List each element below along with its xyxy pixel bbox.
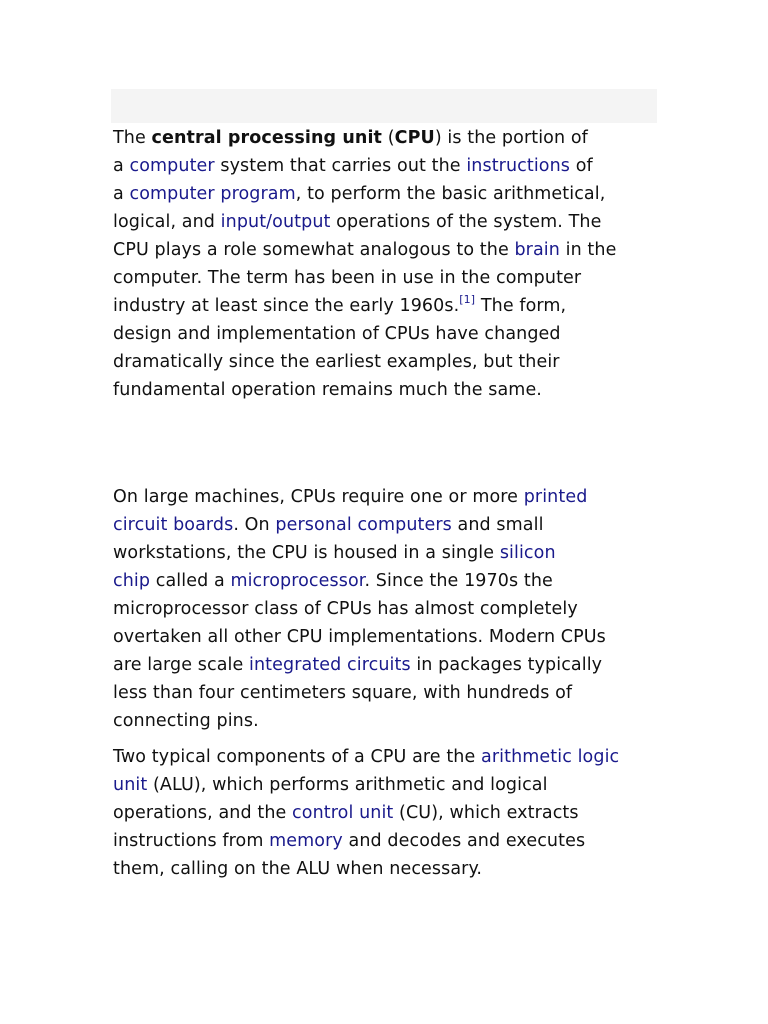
article-body — [113, 124, 653, 883]
link-circuit-boards[interactable]: circuit boards — [113, 515, 234, 535]
text-run: . On — [233, 515, 276, 535]
text-run: ) is the portion of — [434, 128, 588, 148]
paragraph-components — [113, 743, 653, 883]
link-input-output[interactable]: input/output — [220, 212, 331, 232]
text-run: (ALU), which performs arithmetic and logical — [147, 775, 548, 795]
text-run: them, calling on the ALU when necessary. — [113, 859, 483, 879]
text-run: less than four centimeters square, with hundreds of — [113, 683, 573, 703]
text-run: microprocessor class of CPUs has almost completely — [113, 599, 578, 619]
text-run: system that carries out the — [214, 156, 467, 176]
text-run: ( — [382, 128, 395, 148]
text-run: , to perform the basic arithmetical, — [295, 184, 606, 204]
text-run: Two typical components of a CPU are the — [113, 747, 482, 767]
text-run: . Since the 1970s the — [364, 571, 553, 591]
paragraph-machines — [113, 483, 653, 735]
link-memory[interactable]: memory — [269, 831, 343, 851]
text-run: design and implementation of CPUs have changed — [113, 324, 561, 344]
link-brain[interactable]: brain — [514, 240, 560, 260]
text-run: workstations, the CPU is housed in a single — [113, 543, 500, 563]
text-run: instructions from — [113, 831, 270, 851]
reference-link[interactable]: [1] — [459, 293, 476, 306]
header-bar — [111, 89, 657, 123]
link-silicon[interactable]: silicon — [499, 543, 556, 563]
bold-term: central processing unit — [151, 128, 383, 148]
link-computer-program[interactable]: computer program — [129, 184, 296, 204]
text-run: called a — [150, 571, 231, 591]
link-integrated-circuits[interactable]: integrated circuits — [249, 655, 411, 675]
text-run: are large scale — [113, 655, 250, 675]
text-run: (CU), which extracts — [393, 803, 579, 823]
text-run: overtaken all other CPU implementations. Modern CPUs — [113, 627, 606, 647]
link-control-unit[interactable]: control unit — [292, 803, 394, 823]
bold-term: CPU — [394, 128, 435, 148]
link-instructions[interactable]: instructions — [466, 156, 571, 176]
text-run: operations, and the — [113, 803, 293, 823]
text-run: computer. The term has been in use in the computer — [113, 268, 582, 288]
text-run: a — [113, 156, 130, 176]
text-run: The — [113, 128, 152, 148]
text-run: connecting pins. — [113, 711, 259, 731]
text-run: On large machines, CPUs require one or more — [113, 487, 524, 507]
link-printed[interactable]: printed — [523, 487, 588, 507]
text-run: a — [113, 184, 130, 204]
text-run: The form, — [475, 296, 567, 316]
text-run: of — [570, 156, 593, 176]
paragraph-intro — [113, 124, 653, 404]
citation-superscript — [459, 293, 475, 306]
link-arithmetic-logic[interactable]: arithmetic logic — [481, 747, 620, 767]
text-run: logical, and — [113, 212, 221, 232]
text-run: in packages typically — [410, 655, 603, 675]
text-run: industry at least since the early 1960s. — [113, 296, 460, 316]
text-run: dramatically since the earliest examples, but their — [113, 352, 560, 372]
text-run: CPU plays a role somewhat analogous to the — [113, 240, 515, 260]
link-microprocessor[interactable]: microprocessor — [230, 571, 365, 591]
link-chip[interactable]: chip — [113, 571, 151, 591]
text-run: operations of the system. The — [330, 212, 602, 232]
link-personal-computers[interactable]: personal computers — [275, 515, 452, 535]
text-run: and small — [451, 515, 544, 535]
link-unit[interactable]: unit — [113, 775, 148, 795]
link-computer[interactable]: computer — [129, 156, 215, 176]
text-run: in the — [559, 240, 617, 260]
text-run: fundamental operation remains much the same. — [113, 380, 542, 400]
text-run: and decodes and executes — [342, 831, 586, 851]
